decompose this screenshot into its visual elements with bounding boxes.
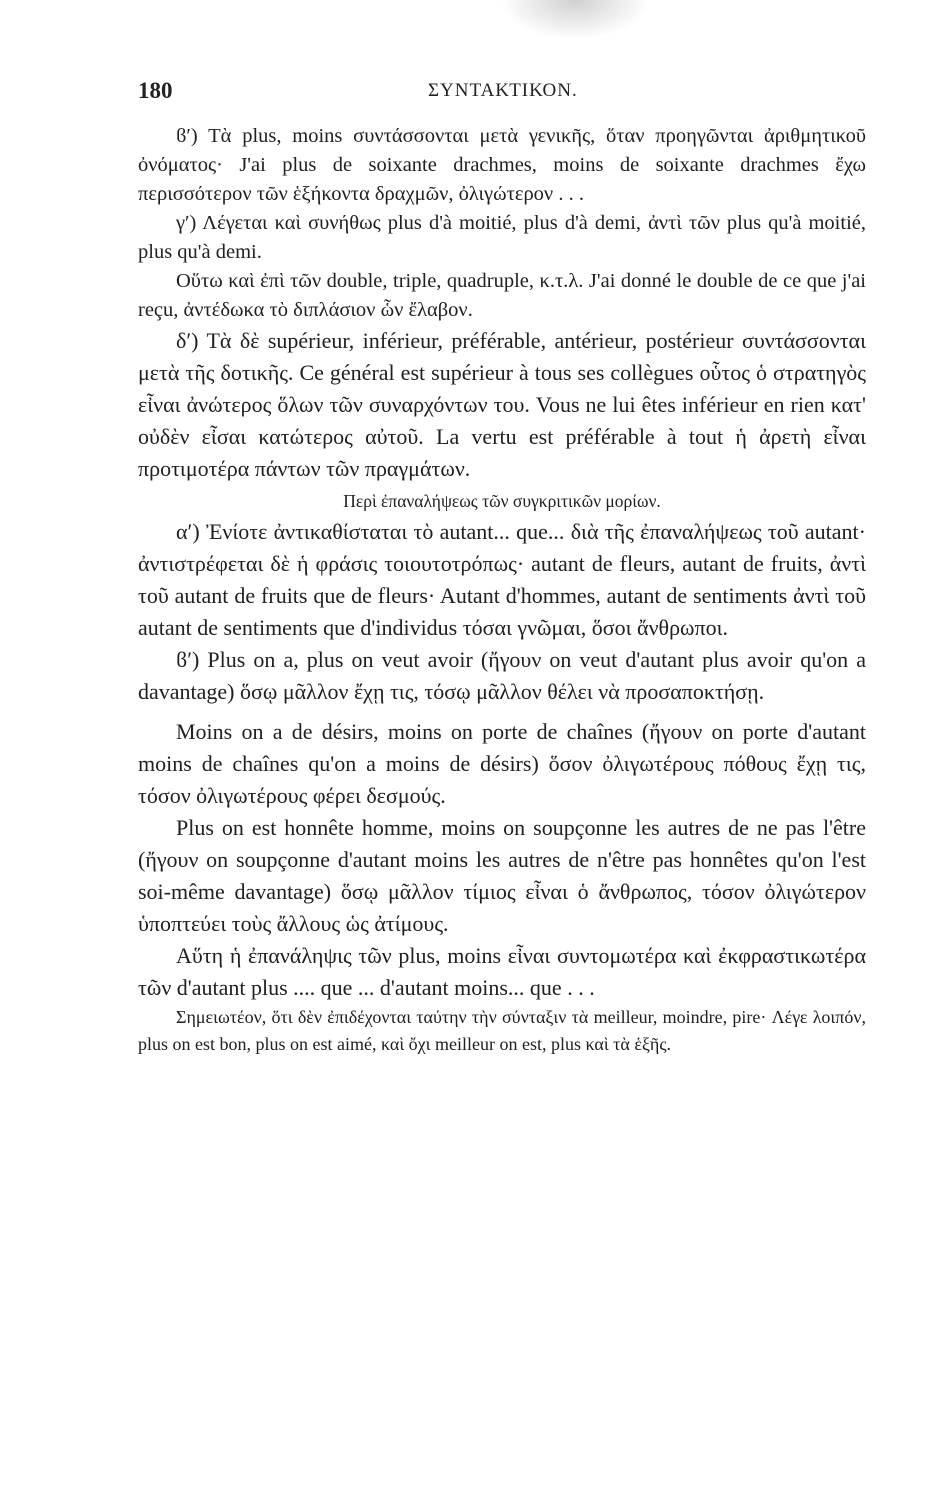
running-title: ΣΥΝΤΑΚΤΙΚΟΝ. xyxy=(428,80,578,101)
paragraph-b-plus-on-a: ϐ′) Plus on a, plus on veut avoir (ἤγουν on veut d'autant plus avoir qu'on a davantage) ὅσῳ μᾶλλον ἔχῃ τις, τόσῳ μᾶλλον θέλει νὰ προσαποκτήσῃ. xyxy=(138,647,866,704)
paragraph-repetition: Αὕτη ἡ ἐπανάληψις τῶν plus, moins εἶναι συντομωτέρα καὶ ἐκφραστικωτέρα τῶν d'autant plus .... que ... d'autant moins... que . . . xyxy=(138,943,866,1000)
page-number: 180 xyxy=(138,78,173,103)
paragraph-note: Σημειωτέον, ὅτι δὲν ἐπιδέχονται ταύτην τὴν σύνταξιν τὰ meilleur, moindre, pire· Λέγε λοιπόν, plus on est bon, plus on est aimé, καὶ ὄχι meilleur on est, plus καὶ τὰ ἑξῆς. xyxy=(138,1007,866,1054)
paragraph-moins-desirs: Moins on a de désirs, moins on porte de chaînes (ἤγουν on porte d'autant moins de chaînes qu'on a moins de désirs) ὅσον ὀλιγωτέρους πόθους ἔχῃ τις, τόσον ὀλιγωτέρους φέρει δεσμούς. xyxy=(138,719,866,808)
paragraph-b-plus-moins: ϐ′) Τὰ plus, moins συντάσσονται μετὰ γενικῆς, ὅταν προηγῶνται ἀριθμητικοῦ ὀνόματος· J'ai plus de soixante drachmes, moins de soixante drachmes ἔχω περισσότερον τῶν ἑξήκοντα δραχμῶν, ὀλιγώτερον . . . xyxy=(138,125,866,205)
page-body xyxy=(138,122,866,1058)
paragraph-a-autant: α′) Ἐνίοτε ἀντικαθίσταται τὸ autant... que... διὰ τῆς ἐπαναλήψεως τοῦ autant· ἀντιστρέφεται δὲ ἡ φράσις τοιουτοτρόπως· autant de fleurs, autant de fruits, ἀντὶ τοῦ autant de fruits que de fleurs· Autant d'hommes, autant de sentiments ἀντὶ τοῦ autant de sentiments que d'individus τόσαι γνῶμαι, ὅσοι ἄνθρωποι. xyxy=(138,519,866,640)
scan-smudge xyxy=(500,0,650,40)
paragraph-honnete-homme: Plus on est honnête homme, moins on soupçonne les autres de ne pas l'être (ἤγουν on soupçonne d'autant moins les autres de n'être pas honnêtes qu'on l'est soi-même davantage) ὅσῳ μᾶλλον τίμιος εἶναι ὁ ἄνθρωπος, τόσον ὀλιγώτερον ὑποπτεύει τοὺς ἄλλους ὡς ἀτίμους. xyxy=(138,815,866,936)
section-heading: Περὶ ἐπαναλήψεως τῶν συγκριτικῶν μορίων. xyxy=(343,491,661,511)
paragraph-d-superieur: δ′) Τὰ δὲ supérieur, inférieur, préférable, antérieur, postérieur συντάσσονται μετὰ τῆς δοτικῆς. Ce général est supérieur à tous ses collègues οὗτος ὁ στρατηγὸς εἶναι ἀνώτερος ὅλων τῶν συναρχόντων του. Vous ne lui êtes inférieur en rien κατ' οὐδὲν εἶσαι κατώτερος αὐτοῦ. La vertu est préférable à tout ἡ ἀρετὴ εἶναι προτιμοτέρα πάντων τῶν πραγμάτων. xyxy=(138,328,866,481)
paragraph-double-triple: Οὕτω καὶ ἐπὶ τῶν double, triple, quadruple, κ.τ.λ. J'ai donné le double de ce que j'ai reçu, ἀντέδωκα τὸ διπλάσιον ὧν ἔλαβον. xyxy=(138,270,866,321)
paragraph-c-moitie: γ′) Λέγεται καὶ συνήθως plus d'à moitié, plus d'à demi, ἀντὶ τῶν plus qu'à moitié, plus qu'à demi. xyxy=(138,212,866,263)
page-header xyxy=(138,78,828,108)
